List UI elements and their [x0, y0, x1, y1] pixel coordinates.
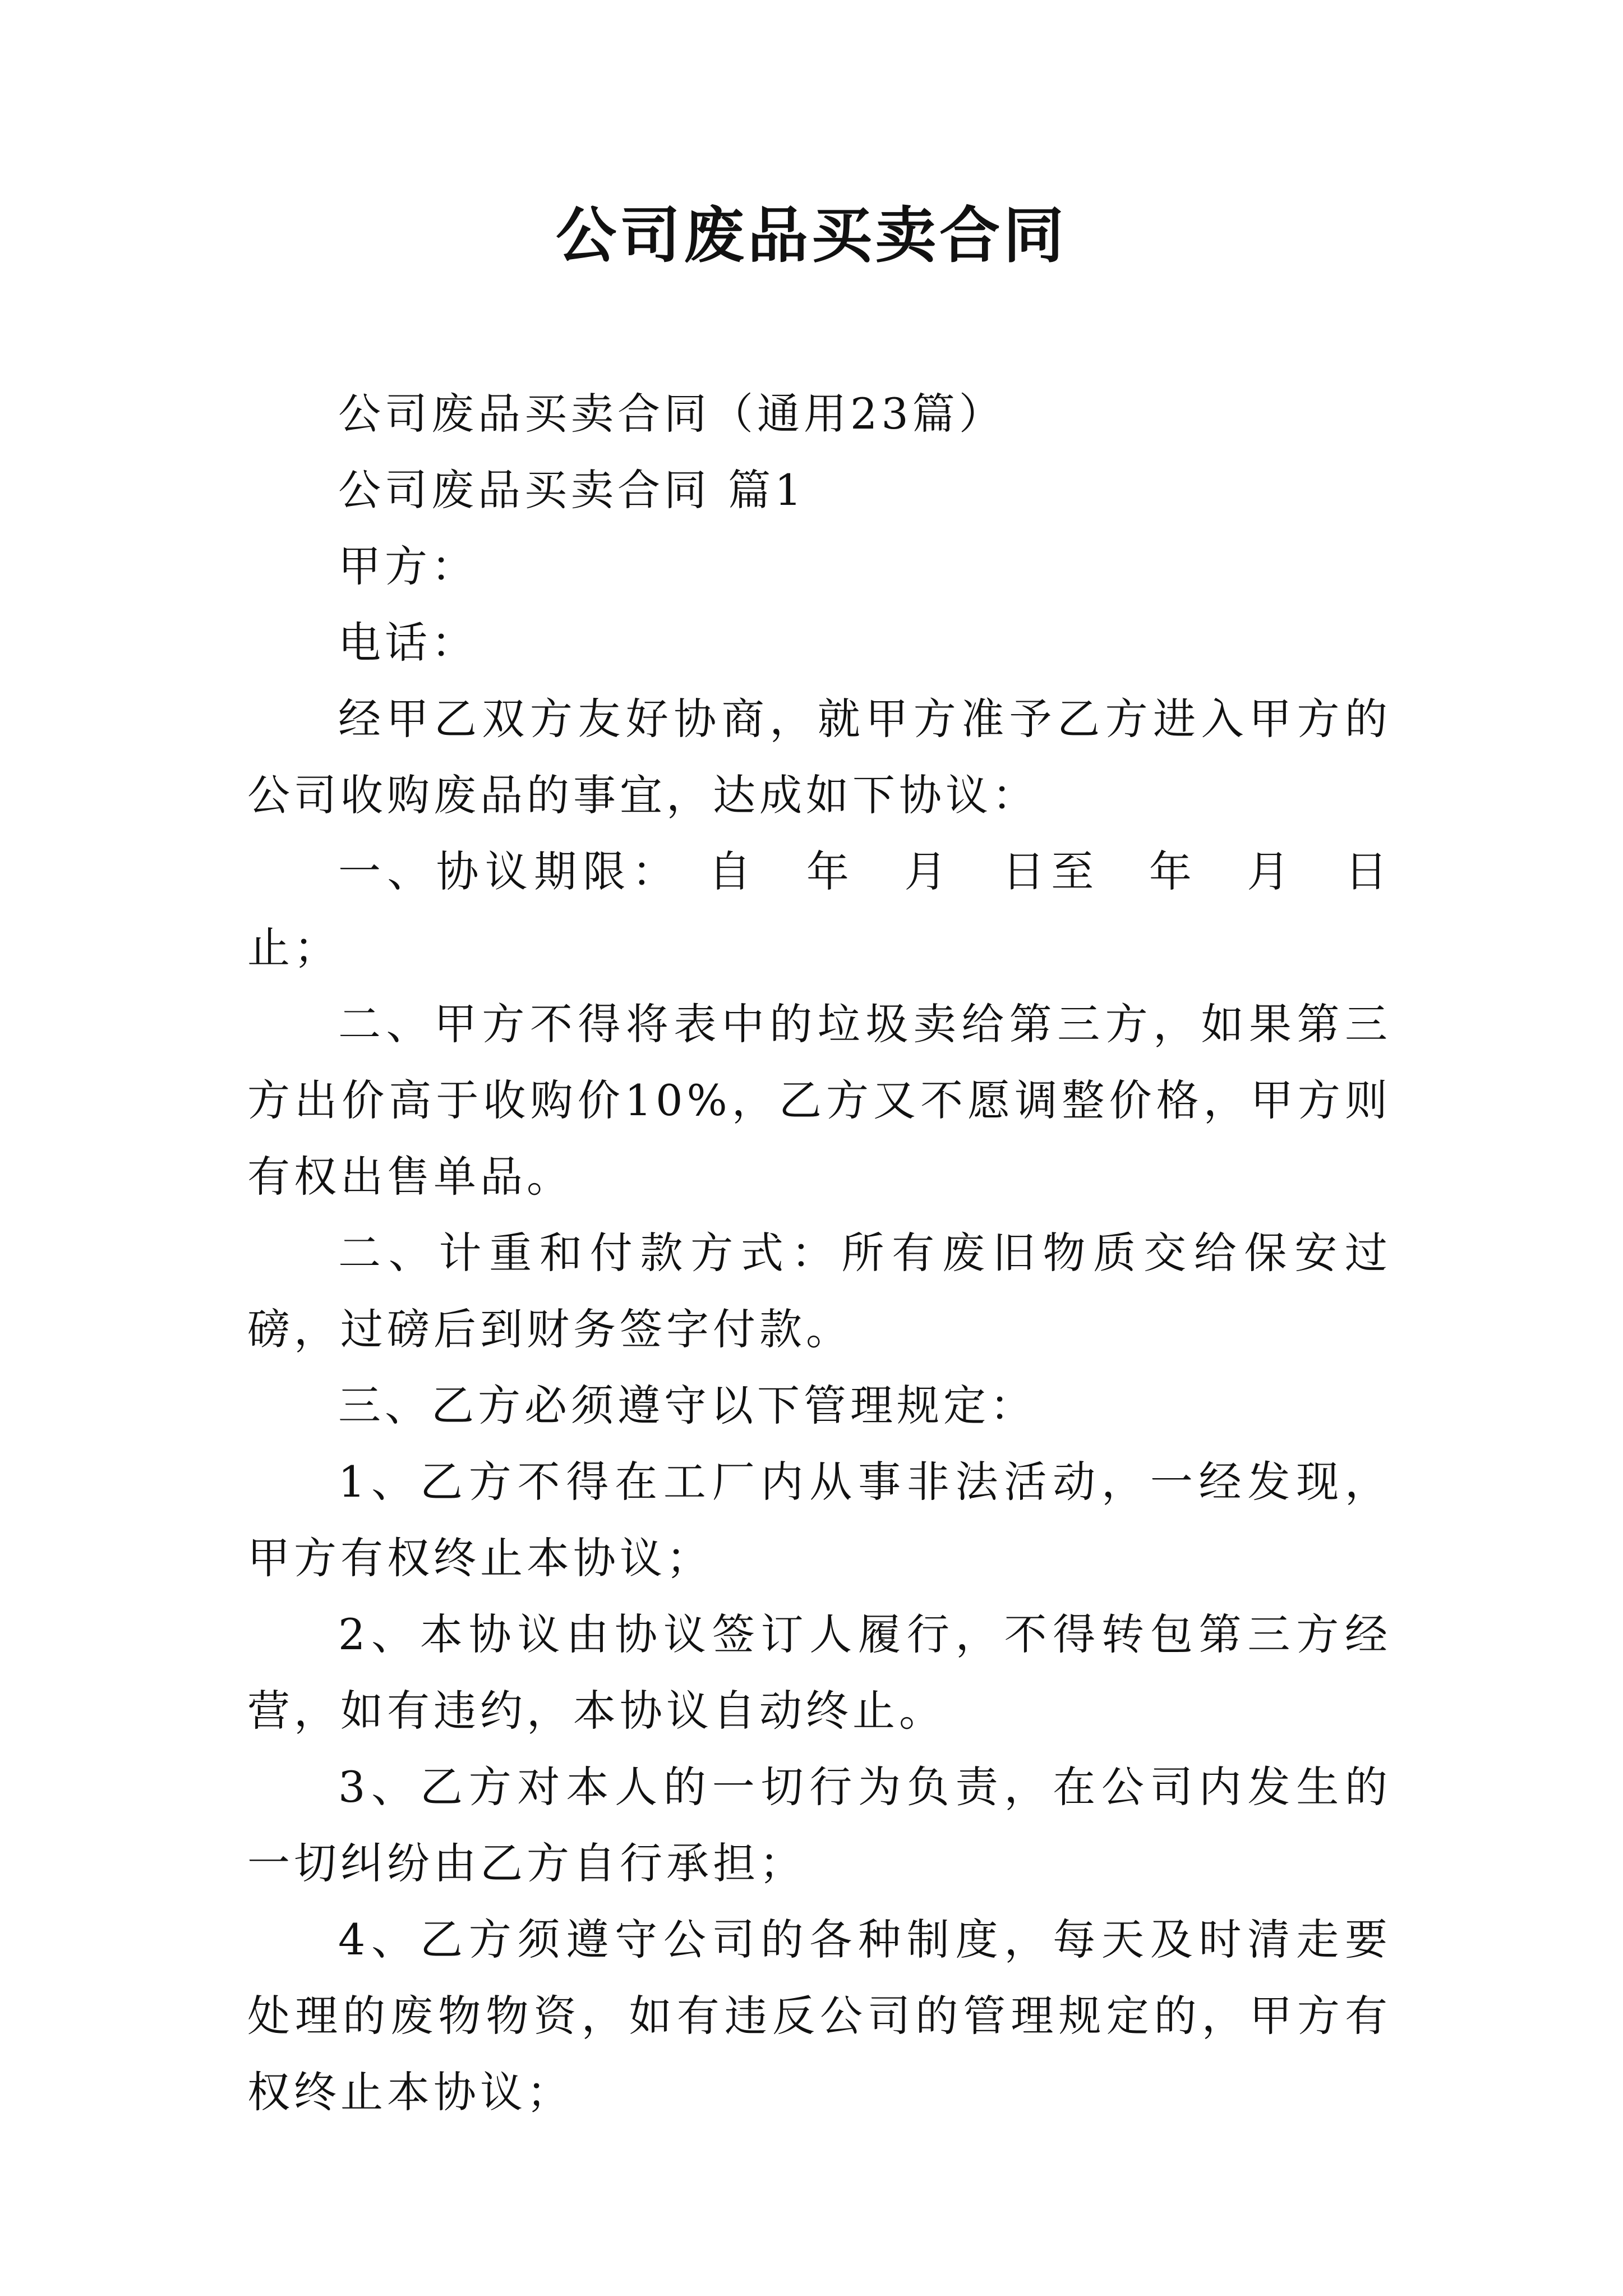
paragraph-rule-3: 3、乙方对本人的一切行为负责，在公司内发生的一切纠纷由乙方自行承担； [247, 1762, 1391, 1888]
paragraph-subtitle: 公司废品买卖合同（通用23篇） [338, 389, 1006, 439]
paragraph-preamble: 经甲乙双方友好协商，就甲方准予乙方进入甲方的公司收购废品的事宜，达成如下协议： [247, 694, 1391, 820]
paragraph-party-a: 甲方： [338, 541, 478, 591]
paragraph-rule-4: 4、乙方须遵守公司的各种制度，每天及时清走要处理的废物物资，如有违反公司的管理规定的，甲方有权终止本协议； [247, 1915, 1391, 2117]
paragraph-rule-1: 1、乙方不得在工厂内从事非法活动，一经发现，甲方有权终止本协议； [247, 1457, 1391, 1583]
paragraph-clause-rules: 三、乙方必须遵守以下管理规定： [338, 1381, 1036, 1430]
paragraph-section-heading: 公司废品买卖合同 篇1 [338, 465, 806, 515]
document-body [247, 376, 1391, 2131]
paragraph-rule-2: 2、本协议由协议签订人履行，不得转包第三方经营，如有违约，本协议自动终止。 [247, 1609, 1391, 1736]
document-title: 公司废品买卖合同 [555, 200, 1067, 271]
paragraph-phone: 电话： [338, 618, 478, 668]
paragraph-clause-third-party: 二、甲方不得将表中的垃圾卖给第三方，如果第三方出价高于收购价10%，乙方又不愿调整价格，甲方则有权出售单品。 [247, 999, 1391, 1202]
paragraph-clause-term: 一、协议期限： 自 年 月 日至 年 月 日止； [247, 846, 1391, 973]
paragraph-clause-payment: 二、计重和付款方式：所有废旧物质交给保安过磅，过磅后到财务签字付款。 [247, 1228, 1391, 1354]
